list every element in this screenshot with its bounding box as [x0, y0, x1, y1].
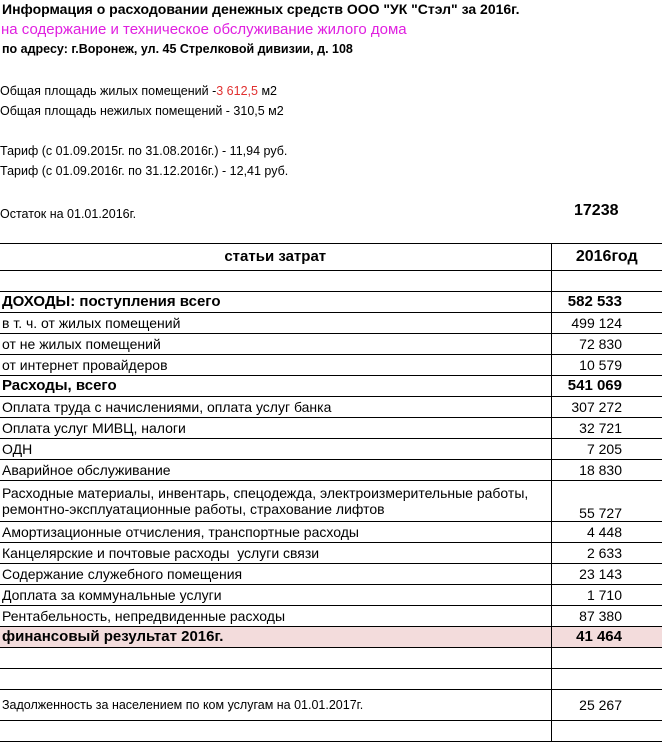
row-value: 541 069: [551, 376, 662, 397]
row-value: 87 380: [551, 606, 662, 627]
row-label: Аварийное обслуживание: [0, 460, 551, 481]
debt-label: Задолженность за населением по ком услугам на 01.01.2017г.: [0, 690, 551, 721]
row-value: 55 727: [551, 481, 662, 522]
balance-label: Остаток на 01.01.2016г.: [0, 207, 137, 221]
row-value: 4 448: [551, 522, 662, 543]
row-label: Расходы, всего: [0, 376, 551, 397]
document-title: Информация о расходовании денежных средств ООО "УК "Стэл" за 2016г.: [2, 1, 520, 17]
table-row: [0, 585, 662, 606]
row-value: 41 464: [551, 627, 662, 648]
table-row: [0, 292, 662, 313]
table-row: [0, 543, 662, 564]
row-value: 23 143: [551, 564, 662, 585]
residential-area-label: Общая площадь жилых помещений -: [0, 84, 217, 98]
row-value: 7 205: [551, 439, 662, 460]
row-value: 499 124: [551, 313, 662, 334]
table-row: [0, 460, 662, 481]
document-subtitle: на содержание и техническое обслуживание жилого дома: [1, 21, 407, 38]
table-row: [0, 334, 662, 355]
residential-area-value: 3 612,5: [216, 84, 258, 98]
row-label: Содержание служебного помещения: [0, 564, 551, 585]
table-row: [0, 439, 662, 460]
table-row: [0, 397, 662, 418]
row-label: Амортизационные отчисления, транспортные расходы: [0, 522, 551, 543]
row-value: 18 830: [551, 460, 662, 481]
row-value: 307 272: [551, 397, 662, 418]
row-value: 10 579: [551, 355, 662, 376]
cost-table: [0, 243, 662, 742]
row-label: Канцелярские и почтовые расходы услуги связи: [0, 543, 551, 564]
table-row: [0, 522, 662, 543]
row-label: Доплата за коммунальные услуги: [0, 585, 551, 606]
table-header-row: [0, 244, 662, 271]
nonresidential-area-line: Общая площадь нежилых помещений - 310,5 м2: [0, 104, 284, 118]
row-label: финансовый результат 2016г.: [0, 627, 551, 648]
table-row: [0, 355, 662, 376]
col-header-item: статьи затрат: [0, 244, 551, 271]
table-row: [0, 313, 662, 334]
row-label: Оплата труда с начислениями, оплата услуг банка: [0, 397, 551, 418]
table-row-empty: [0, 669, 662, 690]
balance-value: 17238: [574, 202, 619, 219]
table-row: [0, 606, 662, 627]
table-row: [0, 418, 662, 439]
row-value: 72 830: [551, 334, 662, 355]
table-row-empty: [0, 648, 662, 669]
table-row-financial-result: [0, 627, 662, 648]
tariff-line-2: Тариф (с 01.09.2016г. по 31.12.2016г.) - 12,41 руб.: [0, 164, 289, 178]
document-address: по адресу: г.Воронеж, ул. 45 Стрелковой дивизии, д. 108: [2, 42, 353, 56]
debt-value: 25 267: [551, 690, 662, 721]
tariff-line-1: Тариф (с 01.09.2015г. по 31.08.2016г.) - 11,94 руб.: [0, 144, 288, 158]
row-value: 1 710: [551, 585, 662, 606]
table-row: [0, 481, 662, 522]
row-label: Расходные материалы, инвентарь, спецодежда, электроизмерительные работы, ремонтно-эксплуатационные работы, страхование лифтов: [0, 481, 551, 522]
row-label: в т. ч. от жилых помещений: [0, 313, 551, 334]
row-label: от не жилых помещений: [0, 334, 551, 355]
table-row: [0, 564, 662, 585]
row-value: 2 633: [551, 543, 662, 564]
row-label: ОДН: [0, 439, 551, 460]
row-label: ДОХОДЫ: поступления всего: [0, 292, 551, 313]
row-label: Оплата услуг МИВЦ, налоги: [0, 418, 551, 439]
table-row-empty: [0, 271, 662, 292]
residential-area-line: [0, 84, 277, 98]
residential-area-unit: м2: [257, 84, 277, 98]
table-row-empty: [0, 721, 662, 742]
table-row-debt: [0, 690, 662, 721]
row-label: от интернет провайдеров: [0, 355, 551, 376]
row-value: 32 721: [551, 418, 662, 439]
table-row: [0, 376, 662, 397]
row-value: 582 533: [551, 292, 662, 313]
col-header-year: 2016год: [551, 244, 662, 271]
row-label: Рентабельность, непредвиденные расходы: [0, 606, 551, 627]
